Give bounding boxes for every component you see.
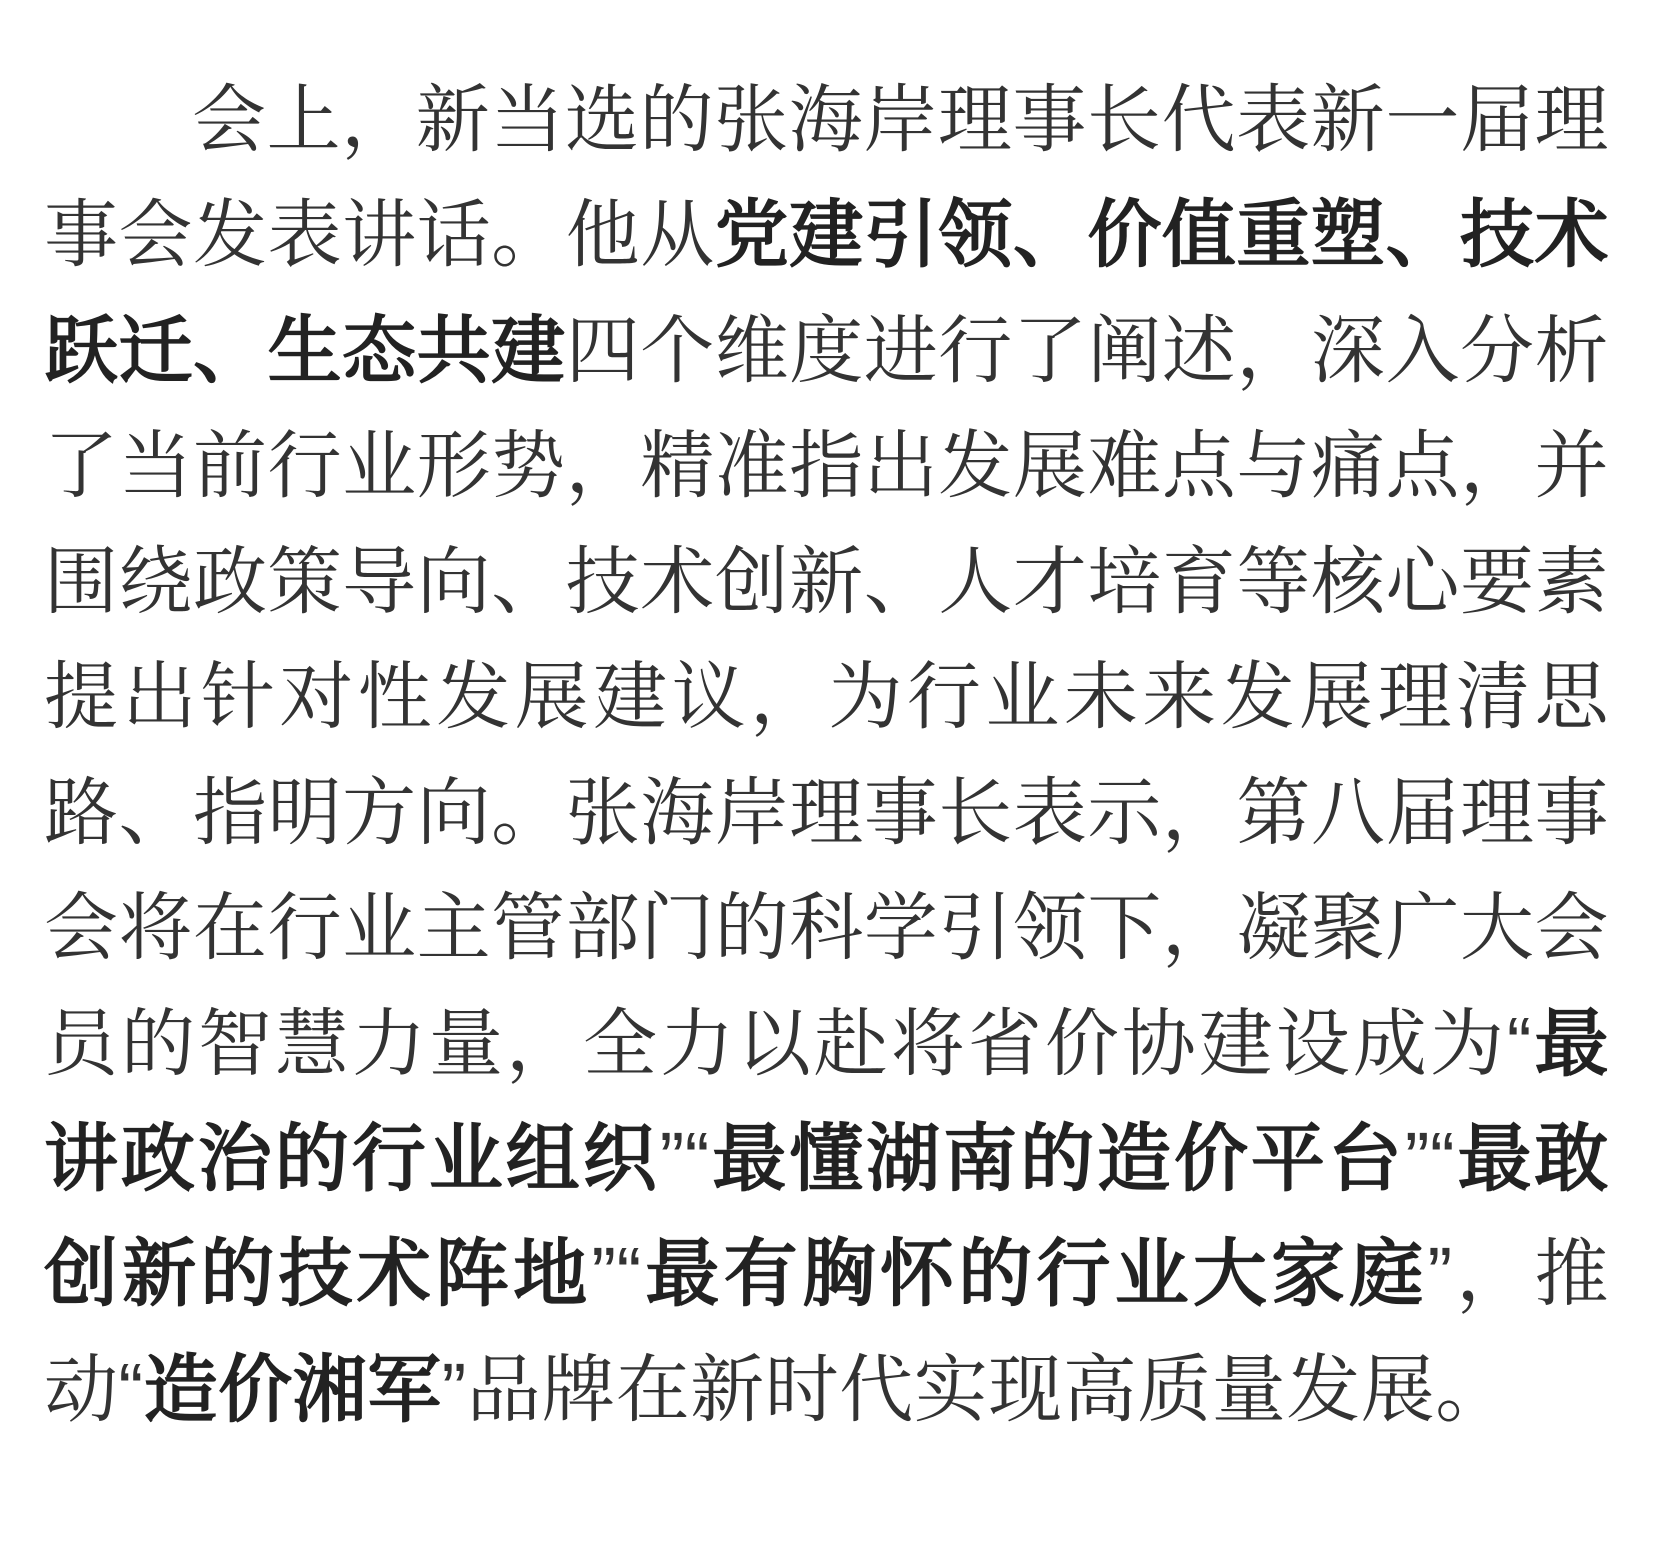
text-run: 四个维度进行了阐述，深入分析了当前行业形势，精准指出发展难点与痛点，并围绕政策导向、技术创新、人才培育等核心要素提出针对性发展建议，为行业未来发展理清思路、指明方向。张海岸理事长表示，第八届理事会将在行业主管部门的科学引领下，凝聚广大会员的智慧力量，全力以赴将省价协建设成为“	[44, 308, 1610, 1085]
emphasized-text-run: 造价湘军	[143, 1347, 442, 1431]
text-run: ”，推动“	[44, 1232, 1610, 1431]
emphasized-text-run: 最懂湖南的造价平台	[709, 1116, 1405, 1200]
emphasized-text-run: 党建引领、价值重塑、技术跃迁、生态共建	[44, 193, 1610, 392]
emphasized-text-run: 最敢创新的技术阵地	[44, 1116, 1609, 1316]
text-run: ”“	[659, 1116, 710, 1200]
text-run: 会上，新当选的张海岸理事长代表新一届理事会发表讲话。他从	[44, 78, 1609, 277]
text-run: ”“	[591, 1232, 642, 1316]
emphasized-text-run: 最有胸怀的行业大家庭	[641, 1232, 1428, 1316]
article-paragraph	[44, 62, 1609, 1447]
text-run: ”“	[1404, 1116, 1456, 1200]
text-run: ”品牌在新时代实现高质量发展。	[441, 1347, 1510, 1431]
emphasized-text-run: 最讲政治的行业组织	[44, 1001, 1610, 1200]
